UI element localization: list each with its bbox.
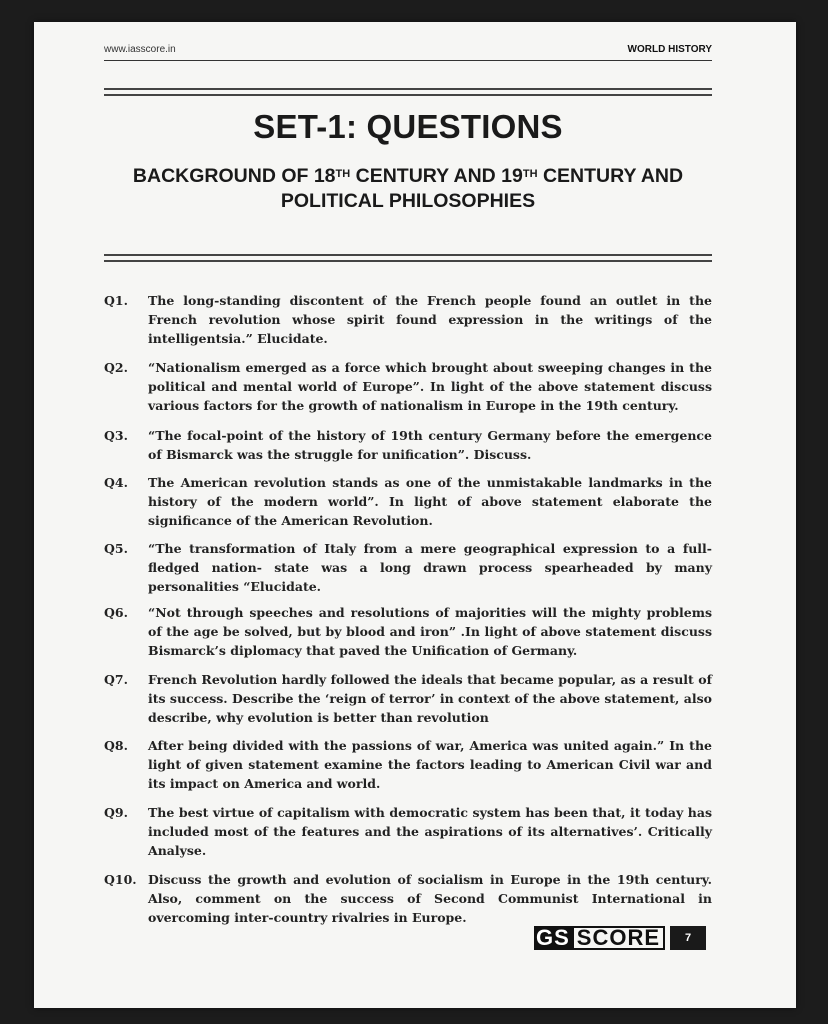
title-bottom-rule [104,254,712,262]
question-number: Q7. [104,672,128,687]
page-header [104,44,712,58]
subtitle-line-1: BACKGROUND OF 18TH CENTURY AND 19TH CENTURY AND [132,165,684,187]
page-number: 7 [670,926,706,950]
question-number: Q9. [104,805,128,820]
question-text: “The focal-point of the history of 19th century Germany before the emergence of Bismarck was the struggle for unification”. Discuss. [148,428,712,462]
question-text: Discuss the growth and evolution of socialism in Europe in the 19th century. Also, comment on the success of Second Communist International in overcoming inter-country rivalries in Europe. [148,872,712,925]
title-top-rule [104,88,712,96]
question-text: “Not through speeches and resolutions of majorities will the mighty problems of the age be solved, but by blood and iron” .In light of above statement discuss Bismarck’s diplomacy that paved the Unification of Germany. [148,605,712,658]
question-number: Q10. [104,872,137,887]
question-number: Q5. [104,541,128,556]
logo-gs: GS [536,925,570,950]
gsscore-logo [534,926,665,950]
question-number: Q3. [104,428,128,443]
logo-score: SCORE [572,926,665,950]
question-text: “Nationalism emerged as a force which brought about sweeping changes in the political and mental world of Europe”. In light of the above statement discuss various factors for the growth of nationalism in Europe in the 19th century. [148,360,712,413]
question-text: After being divided with the passions of war, America was united again.” In the light of given statement examine the factors leading to American Civil war and its impact on America and world. [148,738,712,791]
question-text: The best virtue of capitalism with democratic system has been that, it today has included most of the features and the aspirations of its alternatives’. Critically Analyse. [148,805,712,858]
subtitle-line-2: POLITICAL PHILOSOPHIES [280,190,536,212]
question-number: Q4. [104,475,128,490]
page-title: SET-1: QUESTIONS [253,108,563,145]
question-number: Q2. [104,360,128,375]
question-text: “The transformation of Italy from a mere geographical expression to a full-fledged nation- state was a long drawn process spearheaded by many personalities “Elucidate. [148,541,712,594]
question-number: Q1. [104,293,128,308]
page-subtitle [104,164,712,214]
question-text: The American revolution stands as one of the unmistakable landmarks in the history of the modern world”. In light of above statement elaborate the significance of the American Revolution. [148,475,712,528]
question-number: Q6. [104,605,128,620]
question-number: Q8. [104,738,128,753]
header-section: WORLD HISTORY [627,44,712,55]
header-rule [104,60,712,61]
question-text: French Revolution hardly followed the ideals that became popular, as a result of its success. Describe the ‘reign of terror’ in context of the above statement, also describe, why evolution is better than revolution [148,672,712,725]
header-website: www.iasscore.in [104,44,176,55]
question-text: The long-standing discontent of the French people found an outlet in the French revolution whose spirit found expression in the writings of the intelligentsia.” Elucidate. [148,293,712,346]
